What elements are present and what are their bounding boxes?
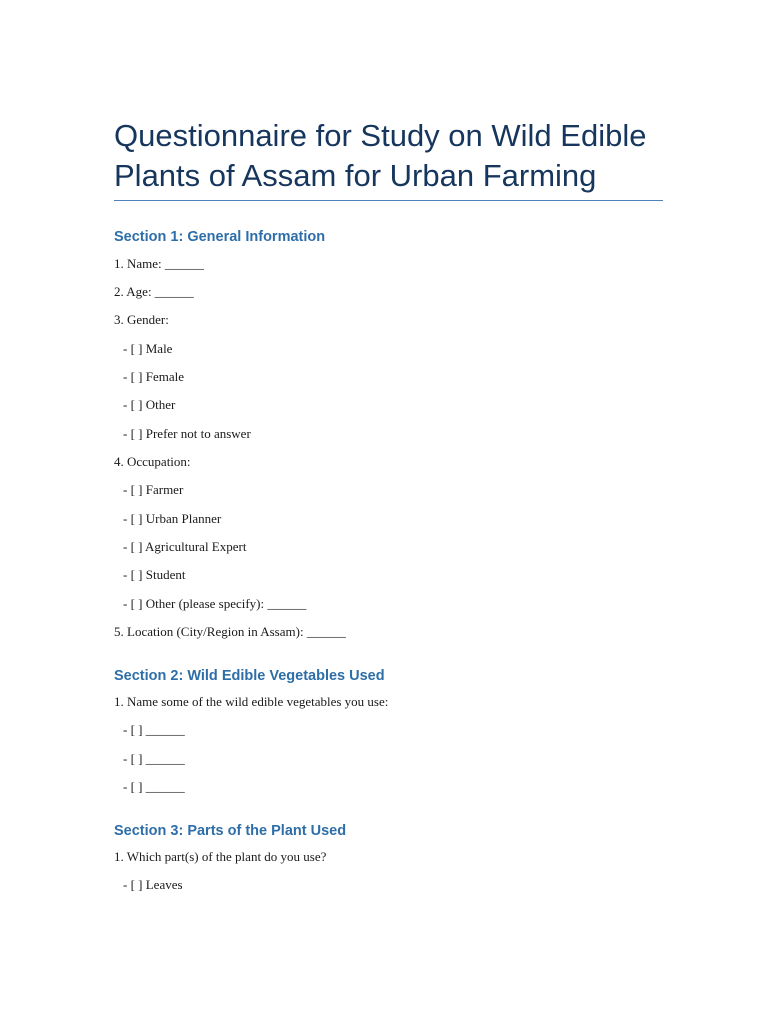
option-agricultural-expert: - [ ] Agricultural Expert: [123, 539, 247, 554]
option-female: - [ ] Female: [123, 369, 185, 384]
question-gender: 3. Gender:: [114, 312, 169, 327]
option-student: - [ ] Student: [123, 567, 186, 582]
option-prefer-not-to-answer: - [ ] Prefer not to answer: [123, 426, 251, 441]
section-1-heading: Section 1: General Information: [114, 229, 326, 245]
title-divider: [114, 200, 663, 201]
vegetable-entry-2: - [ ] ______: [123, 751, 185, 766]
option-urban-planner: - [ ] Urban Planner: [123, 511, 222, 526]
option-male: - [ ] Male: [123, 341, 173, 356]
section-2-heading: Section 2: Wild Edible Vegetables Used: [114, 668, 385, 684]
vegetable-entry-3: - [ ] ______: [123, 779, 185, 794]
option-other-occupation: - [ ] Other (please specify): ______: [123, 596, 307, 611]
question-location: 5. Location (City/Region in Assam): ______: [114, 624, 346, 639]
option-other-gender: - [ ] Other: [123, 397, 176, 412]
section-3-heading: Section 3: Parts of the Plant Used: [114, 823, 347, 839]
question-plant-parts: 1. Which part(s) of the plant do you use?: [114, 849, 327, 864]
document-title: Questionnaire for Study on Wild Edible Plants of Assam for Urban Farming: [114, 118, 647, 193]
question-occupation: 4. Occupation:: [114, 454, 191, 469]
option-leaves: - [ ] Leaves: [123, 877, 183, 892]
question-name: 1. Name: ______: [114, 256, 204, 271]
question-wild-vegetables: 1. Name some of the wild edible vegetables you use:: [114, 694, 389, 709]
question-age: 2. Age: ______: [114, 284, 194, 299]
vegetable-entry-1: - [ ] ______: [123, 722, 185, 737]
option-farmer: - [ ] Farmer: [123, 482, 184, 497]
